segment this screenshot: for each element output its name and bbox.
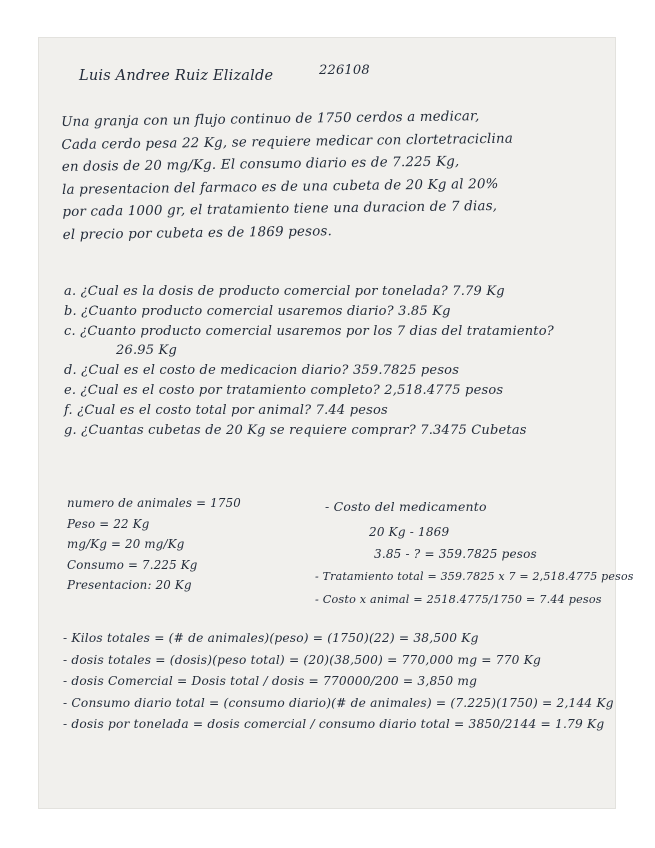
calculation-list bbox=[63, 628, 614, 736]
question-c: c. ¿Cuanto producto comercial usaremos por los 7 dias del tratamiento? bbox=[64, 323, 554, 339]
calculation-line: - dosis Comercial = Dosis total / dosis = 770000/200 = 3,850 mg bbox=[63, 674, 478, 688]
problem-line: Una granja con un flujo continuo de 1750 cerdos a medicar, bbox=[61, 109, 480, 130]
problem-line: el precio por cubeta es de 1869 pesos. bbox=[62, 223, 333, 243]
problem-line: en dosis de 20 mg/Kg. El consumo diario es de 7.225 Kg, bbox=[61, 154, 460, 175]
calculation-line: - dosis totales = (dosis)(peso total) = (20)(38,500) = 770,000 mg = 770 Kg bbox=[63, 652, 542, 667]
variable-line: mg/Kg = 20 mg/Kg bbox=[67, 537, 185, 551]
variable-line: Consumo = 7.225 Kg bbox=[67, 557, 198, 572]
question-d: d. ¿Cual es el costo de medicacion diario? 359.7825 pesos bbox=[64, 363, 460, 379]
student-name: Luis Andree Ruiz Elizalde bbox=[79, 68, 274, 84]
calculation-line: - dosis por tonelada = dosis comercial / consumo diario total = 3850/2144 = 1.79 Kg bbox=[63, 717, 605, 731]
problem-statement bbox=[61, 106, 514, 247]
cost-line: 3.85 - ? = 359.7825 pesos bbox=[374, 547, 537, 561]
question-list bbox=[64, 282, 554, 440]
variable-line: numero de animales = 1750 bbox=[67, 496, 241, 510]
question-c-answer: 26.95 Kg bbox=[116, 343, 177, 359]
student-id: 226108 bbox=[319, 63, 370, 78]
question-b: b. ¿Cuanto producto comercial usaremos diario? 3.85 Kg bbox=[64, 303, 451, 319]
question-e: e. ¿Cual es el costo por tratamiento completo? 2,518.4775 pesos bbox=[64, 382, 504, 398]
variable-line: Presentacion: 20 Kg bbox=[67, 578, 192, 592]
notebook-page bbox=[39, 38, 634, 808]
problem-line: por cada 1000 gr, el tratamiento tiene una duracion de 7 dias, bbox=[62, 198, 498, 220]
given-variables bbox=[67, 493, 241, 596]
cost-line: 20 Kg - 1869 bbox=[369, 525, 450, 539]
treatment-cost-line: - Tratamiento total = 359.7825 x 7 = 2,518.4775 pesos bbox=[315, 570, 634, 583]
question-g: g. ¿Cuantas cubetas de 20 Kg se requiere comprar? 7.3475 Cubetas bbox=[64, 422, 527, 438]
calculation-line: - Consumo diario total = (consumo diario)(# de animales) = (7.225)(1750) = 2,144 Kg bbox=[63, 695, 614, 710]
calculation-line: - Kilos totales = (# de animales)(peso) = (1750)(22) = 38,500 Kg bbox=[63, 631, 479, 645]
question-a: a. ¿Cual es la dosis de producto comercial por tonelada? 7.79 Kg bbox=[64, 284, 505, 299]
problem-line: Cada cerdo pesa 22 Kg, se requiere medicar con clortetraciclina bbox=[61, 131, 514, 153]
problem-line: la presentacion del farmaco es de una cubeta de 20 Kg al 20% bbox=[61, 176, 499, 198]
variable-line: Peso = 22 Kg bbox=[67, 516, 150, 531]
animal-cost-line: - Costo x animal = 2518.4775/1750 = 7.44 pesos bbox=[315, 593, 602, 606]
question-f: f. ¿Cual es el costo total por animal? 7.44 pesos bbox=[64, 402, 388, 418]
cost-title: - Costo del medicamento bbox=[325, 499, 487, 514]
